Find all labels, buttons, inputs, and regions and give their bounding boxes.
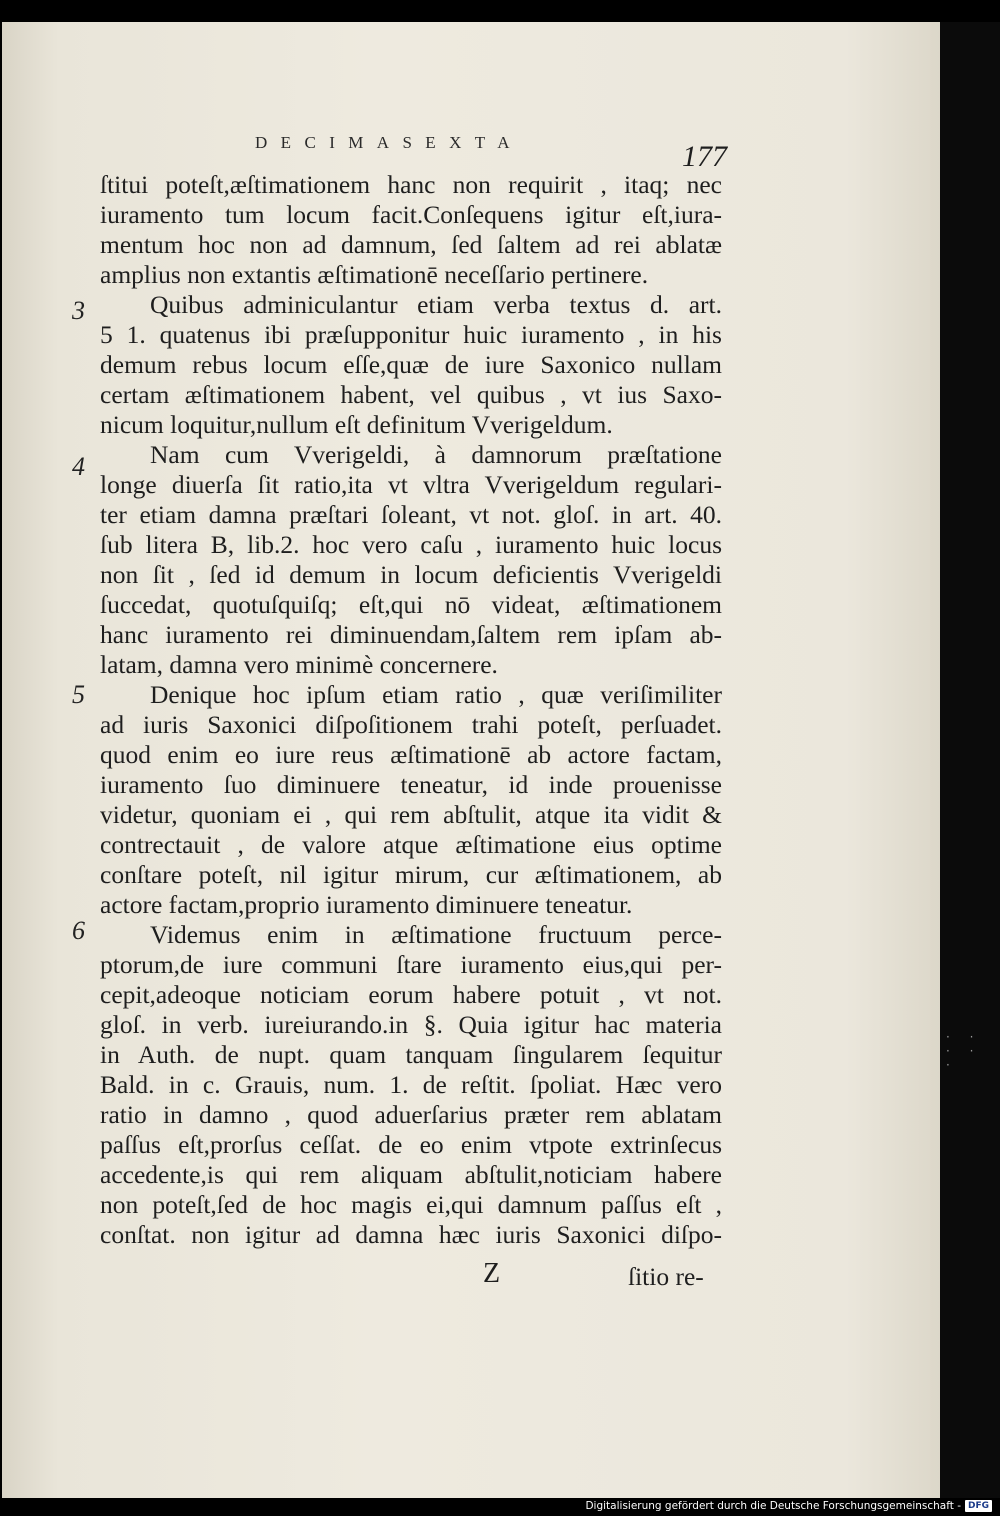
signature-mark: Z: [483, 1258, 501, 1289]
text-line: non ſit , ſed id demum in locum deficientis Vverigeldi: [100, 560, 722, 589]
text-line: ter etiam damna præſtari ſoleant, vt not. gloſ. in art. 40.: [100, 500, 722, 529]
text-line: conſtat. non igitur ad damna hæc iuris Saxonici diſpo-: [100, 1220, 722, 1249]
running-head: DECIMASEXTA: [255, 133, 523, 152]
scan-border: [940, 22, 1000, 1498]
dfg-logo-icon: DFG: [965, 1500, 992, 1512]
text-line: latam, damna vero minimè concernere.: [100, 650, 498, 679]
funding-footer: [585, 1499, 992, 1513]
text-line: Videmus enim in æſtimatione fructuum perce-: [150, 920, 722, 949]
text-line: Nam cum Vverigeldi, à damnorum præſtatione: [150, 440, 722, 469]
text-line: conſtare poteſt, nil igitur mirum, cur æſtimationem, ab: [100, 860, 722, 889]
text-line: cepit,adeoque noticiam eorum habere potuit , vt not.: [100, 980, 722, 1009]
margin-number-5: 5: [72, 680, 85, 709]
text-line: gloſ. in verb. iureiurando.in §. Quia igitur hac materia: [100, 1010, 722, 1039]
page-number: 177: [682, 140, 727, 173]
footer-text: Digitalisierung gefördert durch die Deutsche Forschungsgemeinschaft -: [585, 1500, 961, 1512]
text-line: Bald. in c. Grauis, num. 1. de reſtit. ſpoliat. Hæc vero: [100, 1070, 722, 1099]
text-line: accedente,is qui rem aliquam abſtulit,noticiam habere: [100, 1160, 722, 1189]
text-line: in Auth. de nupt. quam tanquam ſingularem ſequitur: [100, 1040, 722, 1069]
margin-number-3: 3: [72, 296, 85, 325]
margin-number-6: 6: [72, 916, 85, 945]
text-line: mentum hoc non ad damnum, ſed ſaltem ad rei ablatæ: [100, 230, 722, 259]
text-line: actore factam,proprio iuramento diminuere teneatur.: [100, 890, 633, 919]
text-line: paſſus eſt,prorſus ceſſat. de eo enim vtpote extrinſecus: [100, 1130, 722, 1159]
text-line: non poteſt,ſed de hoc magis ei,qui damnum paſſus eſt ,: [100, 1190, 722, 1219]
catchword: ſitio re-: [628, 1262, 704, 1291]
text-line: ſuccedat, quotuſquiſq; eſt,qui nō videat, æſtimationem: [100, 590, 722, 619]
margin-number-4: 4: [72, 452, 85, 481]
text-line: iuramento ſuo diminuere teneatur, id inde prouenisse: [100, 770, 722, 799]
text-line: certam æſtimationem habent, vel quibus , vt ius Saxo-: [100, 380, 722, 409]
text-line: ptorum,de iure communi ſtare iuramento eius,qui per-: [100, 950, 722, 979]
text-line: videtur, quoniam ei , qui rem abſtulit, atque ita vidit &: [100, 800, 722, 829]
body-text: [100, 170, 722, 1250]
text-line: contrectauit , de valore atque æſtimatione eius optime: [100, 830, 722, 859]
text-line: nicum loquitur,nullum eſt definitum Vverigeldum.: [100, 410, 613, 439]
text-line: ad iuris Saxonici diſpoſitionem trahi poteſt, perſuadet.: [100, 710, 722, 739]
text-line: Denique hoc ipſum etiam ratio , quæ veriſimiliter: [150, 680, 722, 709]
text-line: ratio in damno , quod aduerſarius præter rem ablatam: [100, 1100, 722, 1129]
text-line: amplius non extantis æſtimationē neceſſario pertinere.: [100, 260, 649, 289]
text-line: longe diuerſa ſit ratio,ita vt vltra Vverigeldum regulari-: [100, 470, 722, 499]
scan-ruler-dots: · · · · ·: [946, 1030, 982, 1072]
text-line: quod enim eo iure reus æſtimationē ab actore factam,: [100, 740, 722, 769]
text-line: demum rebus locum eſſe,quæ de iure Saxonico nullam: [100, 350, 722, 379]
text-line: iuramento tum locum facit.Conſequens igitur eſt,iura-: [100, 200, 722, 229]
text-line: ſtitui poteſt,æſtimationem hanc non requirit , itaq; nec: [100, 170, 722, 199]
text-line: hanc iuramento rei diminuendam,ſaltem rem ipſam ab-: [100, 620, 722, 649]
text-line: Quibus adminiculantur etiam verba textus d. art.: [150, 290, 722, 319]
text-line: ſub litera B, lib.2. hoc vero caſu , iuramento huic locus: [100, 530, 722, 559]
text-line: 5 1. quatenus ibi præſupponitur huic iuramento , in his: [100, 320, 722, 349]
